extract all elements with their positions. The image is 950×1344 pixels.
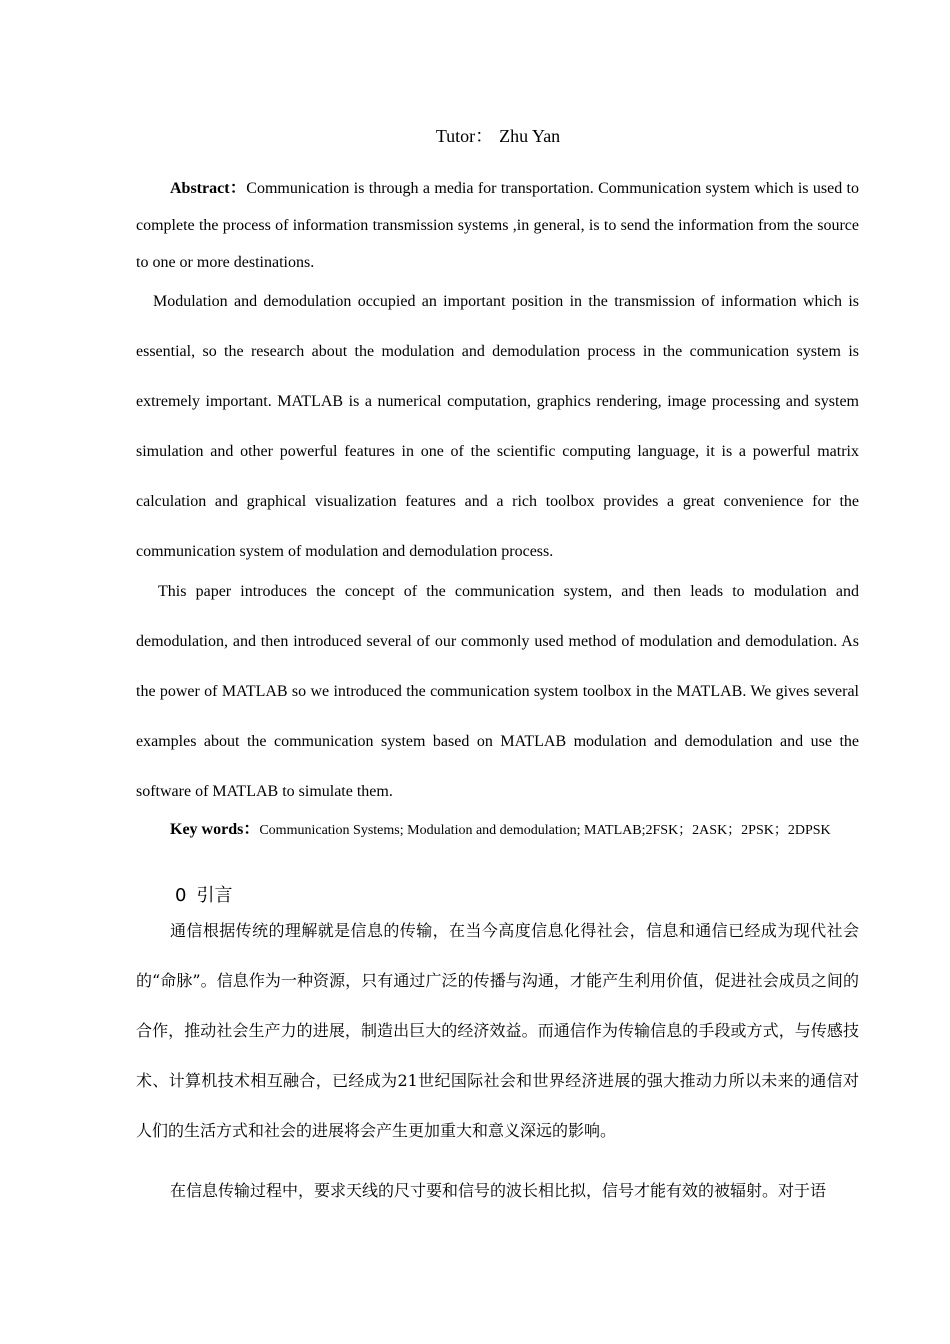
abstract-paragraph-1 xyxy=(136,170,859,281)
abstract-paragraph-2: Modulation and demodulation occupied an important position in the transmission of information which is essential, so the research about the modulation and demodulation process in the communication system is extremely important. MATLAB is a numerical computation, graphics rendering, image processing and system simulation and other powerful features in one of the scientific computing language, it is a powerful matrix calculation and graphical visualization features and a rich toolbox provides a great convenience for the communication system of modulation and demodulation process. xyxy=(136,293,859,560)
tutor-name: Zhu Yan xyxy=(499,126,561,146)
keywords-text: Communication Systems; Modulation and demodulation; MATLAB;2FSK；2ASK；2PSK；2DPSK xyxy=(259,823,831,838)
body-paragraph-2: 在信息传输过程中，要求天线的尺寸要和信号的波长相比拟，信号才能有效的被辐射。对于语 xyxy=(170,1181,827,1200)
abstract-text-1: Communication is through a media for transportation. Communication system which is used to complete the process of information transmission systems ,in general, is to send the information from the source to one or more destinations. xyxy=(136,180,860,271)
keywords-label: Key words： xyxy=(170,821,260,838)
body-paragraph-1: 通信根据传统的理解就是信息的传输，在当今高度信息化得社会，信息和通信已经成为现代社会的“命脉”。信息作为一种资源，只有通过广泛的传播与沟通，才能产生利用价值，促进社会成员之间的合作，推动社会生产力的进展，制造出巨大的经济效益。而通信作为传输信息的手段或方式，与传感技术、计算机技术相互融合，已经成为21世纪国际社会和世界经济进展的强大推动力所以未来的通信对人们的生活方式和社会的进展将会产生更加重大和意义深远的影响。 xyxy=(136,921,859,1140)
abstract-paragraph-3: This paper introduces the concept of the communication system, and then leads to modulation and demodulation, and then introduced several of our commonly used method of modulation and demodulation. As the power of MATLAB so we introduced the communication system toolbox in the MATLAB. We gives several examples about the communication system based on MATLAB modulation and demodulation and use the software of MATLAB to simulate them. xyxy=(136,583,859,800)
section-number: 0 xyxy=(175,885,187,906)
keywords-line xyxy=(170,818,870,843)
tutor-line xyxy=(0,124,950,148)
tutor-label: Tutor： xyxy=(435,126,494,146)
section-title: 引言 xyxy=(196,885,233,906)
abstract-heading: Abstract： xyxy=(170,180,247,197)
